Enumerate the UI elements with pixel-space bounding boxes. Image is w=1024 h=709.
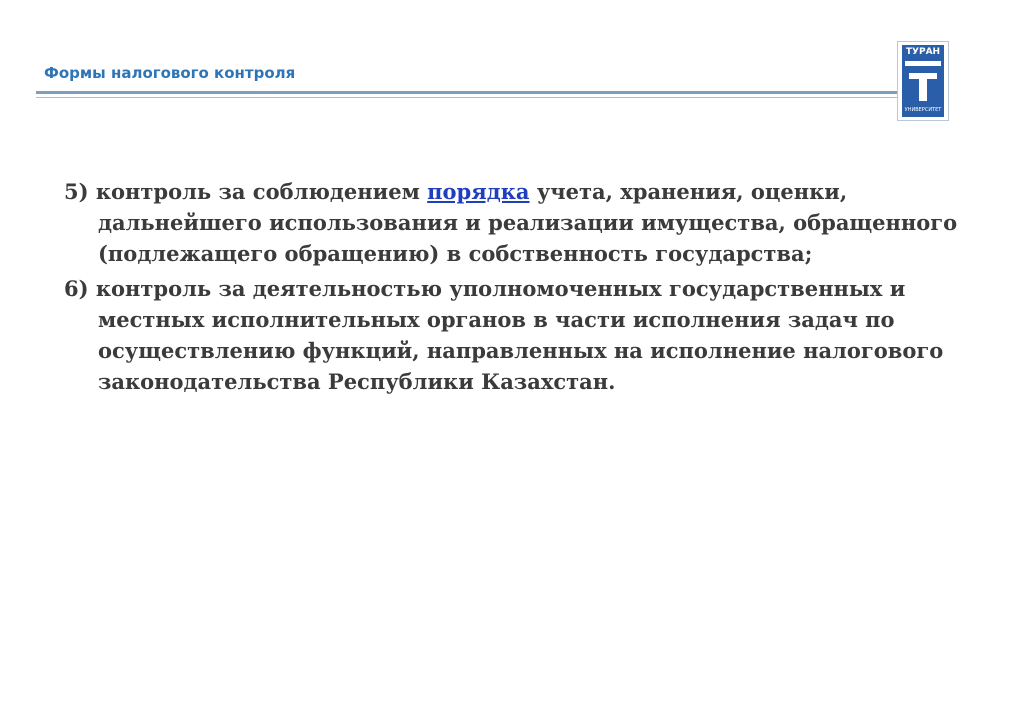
logo-t-icon [907,71,939,103]
logo-subtitle: УНИВЕРСИТЕТ [904,107,942,113]
turan-university-logo [897,41,949,121]
header-divider-thin [36,97,898,98]
content-list [64,176,974,401]
item-5-prefix: 5) контроль за соблюдением [64,179,428,204]
logo-wordmark: ТУРАН [905,47,941,57]
list-item: 6) контроль за деятельностью уполномоченных государственных и местных исполнительных органов в части исполнения задач по осуществлению функций, направленных на исполнение налогового законодательства Республики Казахстан. [64,276,944,394]
item-5-suffix: учета, хранения, оценки, дальнейшего использования и реализации имущества, обращенного (подлежащего обращению) в собственность государства; [98,179,958,266]
page-title: Формы налогового контроля [44,64,296,82]
poryadka-link[interactable]: порядка [427,179,530,204]
list-item [64,176,974,269]
header-divider [36,91,898,94]
logo-bar [905,61,941,66]
logo-background [902,45,944,117]
